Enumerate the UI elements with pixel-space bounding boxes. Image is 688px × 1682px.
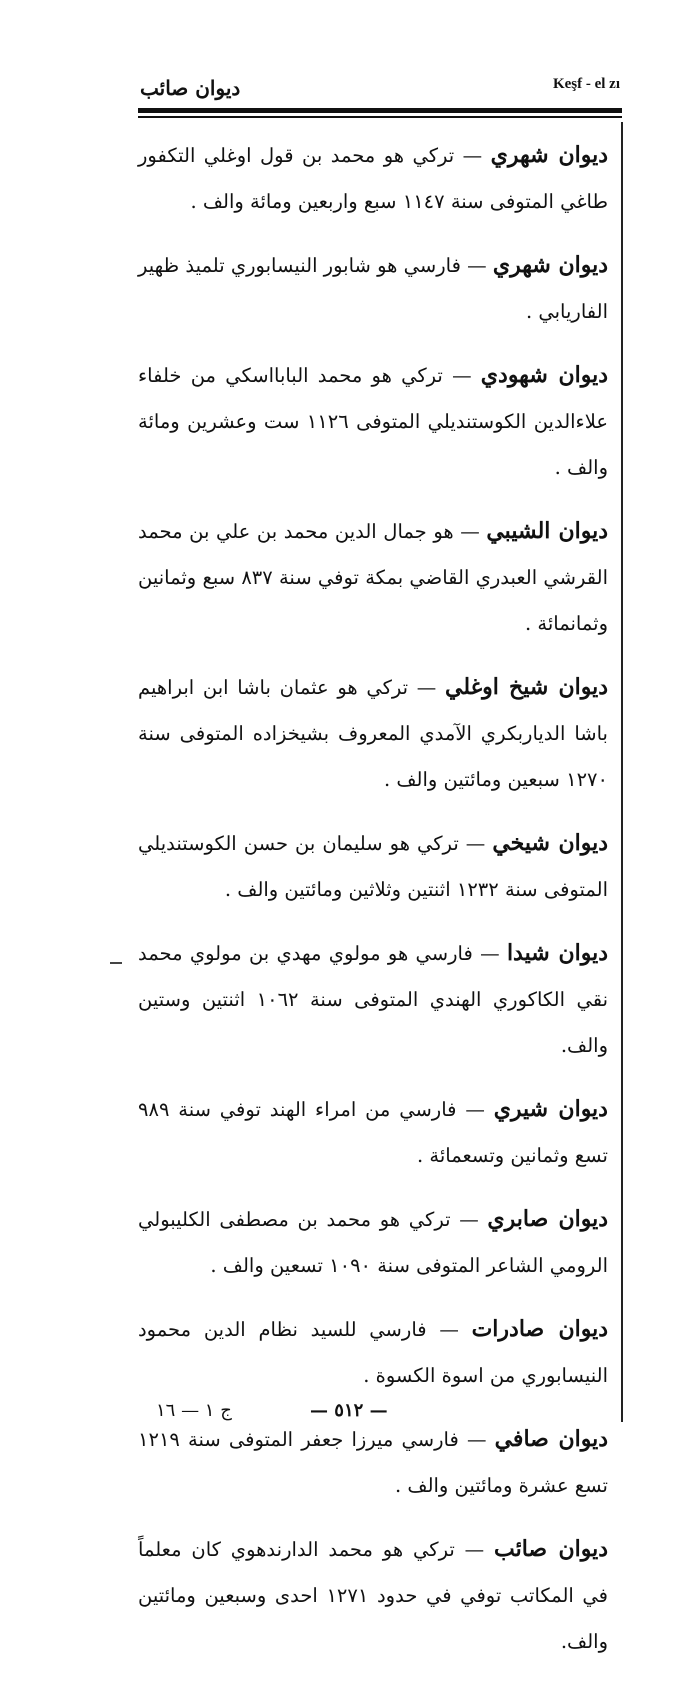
entry-title: ديوان صائب: [494, 1536, 608, 1562]
volume-signature: ج ١ — ١٦: [156, 1400, 232, 1421]
entry-title: ديوان شيري: [493, 1096, 608, 1122]
entry: [138, 820, 608, 913]
entry: [138, 1306, 608, 1399]
entry-text: — فارسي هو شابور النيسابوري تلميذ ظهير الفاريابي .: [138, 254, 608, 323]
entry-title: ديوان صافي: [494, 1426, 608, 1452]
running-header-latin: Keşf - el zı: [552, 76, 620, 92]
entry-text: — تركي هو محمد بن مصطفى الكليبولي الرومي الشاعر المتوفى سنة ١٠٩٠ تسعين والف .: [138, 1208, 608, 1277]
entry-text: — فارسي هو مولوي مهدي بن مولوي محمد نقي الكاكوري الهندي المتوفى سنة ١٠٦٢ اثنتين وستين والف.: [138, 942, 609, 1057]
entry-text: — فارسي ميرزا جعفر المتوفى سنة ١٢١٩ تسع عشرة ومائتين والف .: [138, 1428, 608, 1497]
entry-text: — تركي هو محمد البابااسكي من خلفاء علاءالدين الكوستنديلي المتوفى ١١٢٦ ست وعشرين ومائة والف .: [138, 364, 608, 479]
running-header-arabic: ديوان صائب: [140, 76, 241, 100]
entry-title: ديوان شيخ اوغلي: [445, 674, 608, 700]
margin-tick-mark: [110, 962, 122, 964]
entry: [138, 930, 608, 1069]
entry-title: ديوان شيخي: [492, 830, 608, 856]
entry: [138, 1196, 608, 1289]
header-rule-thick: [138, 108, 622, 113]
entry-title: ديوان الشيبي: [486, 518, 608, 544]
entry: [138, 1526, 608, 1665]
entry-title: ديوان شهري: [492, 252, 608, 278]
entry: [138, 508, 608, 647]
entry: [138, 664, 608, 803]
entry-text: — تركي هو عثمان باشا ابن ابراهيم باشا الدياربكري الآمدي المعروف بشيخزاده المتوفى سنة ١٢٧٠ سبعين ومائتين والف .: [138, 676, 608, 791]
entry-text: — تركي هو سليمان بن حسن الكوستنديلي المتوفى سنة ١٢٣٢ اثنتين وثلاثين ومائتين والف .: [138, 832, 608, 901]
header-rule-thin: [138, 116, 622, 118]
entry-text: — تركي هو محمد الدارندهوي كان معلماً في المكاتب توفي في حدود ١٢٧١ احدى وسبعين ومائتين والف.: [138, 1538, 608, 1653]
entry-title: ديوان شهودي: [480, 362, 608, 388]
entry-text: — هو جمال الدين محمد بن علي بن محمد القرشي العبدري القاضي بمكة توفي سنة ٨٣٧ سبع وثمانين وثمانمائة .: [138, 520, 608, 635]
entry-title: ديوان صابري: [487, 1206, 609, 1232]
entry-text: — فارسي من امراء الهند توفي سنة ٩٨٩ تسع وثمانين وتسعمائة .: [138, 1098, 608, 1167]
entry-text: — فارسي للسيد نظام الدين محمود النيسابوري من اسوة الكسوة .: [138, 1318, 608, 1387]
entry-title: ديوان شيدا: [506, 940, 608, 966]
entry-title: ديوان شهري: [490, 142, 608, 168]
entry: [138, 352, 608, 491]
page-number: — ٥١٢ —: [310, 1400, 388, 1421]
entry-text: — تركي هو محمد بن قول اوغلي التكفور طاغي المتوفى سنة ١١٤٧ سبع واربعين ومائة والف .: [138, 144, 608, 213]
entry: [138, 1086, 608, 1179]
entry: [138, 242, 608, 335]
entry-title: ديوان صادرات: [471, 1316, 608, 1342]
entry: [138, 1416, 608, 1509]
entry: [138, 132, 608, 225]
entries-column: [138, 132, 608, 1682]
margin-vertical-rule: [621, 122, 623, 1422]
